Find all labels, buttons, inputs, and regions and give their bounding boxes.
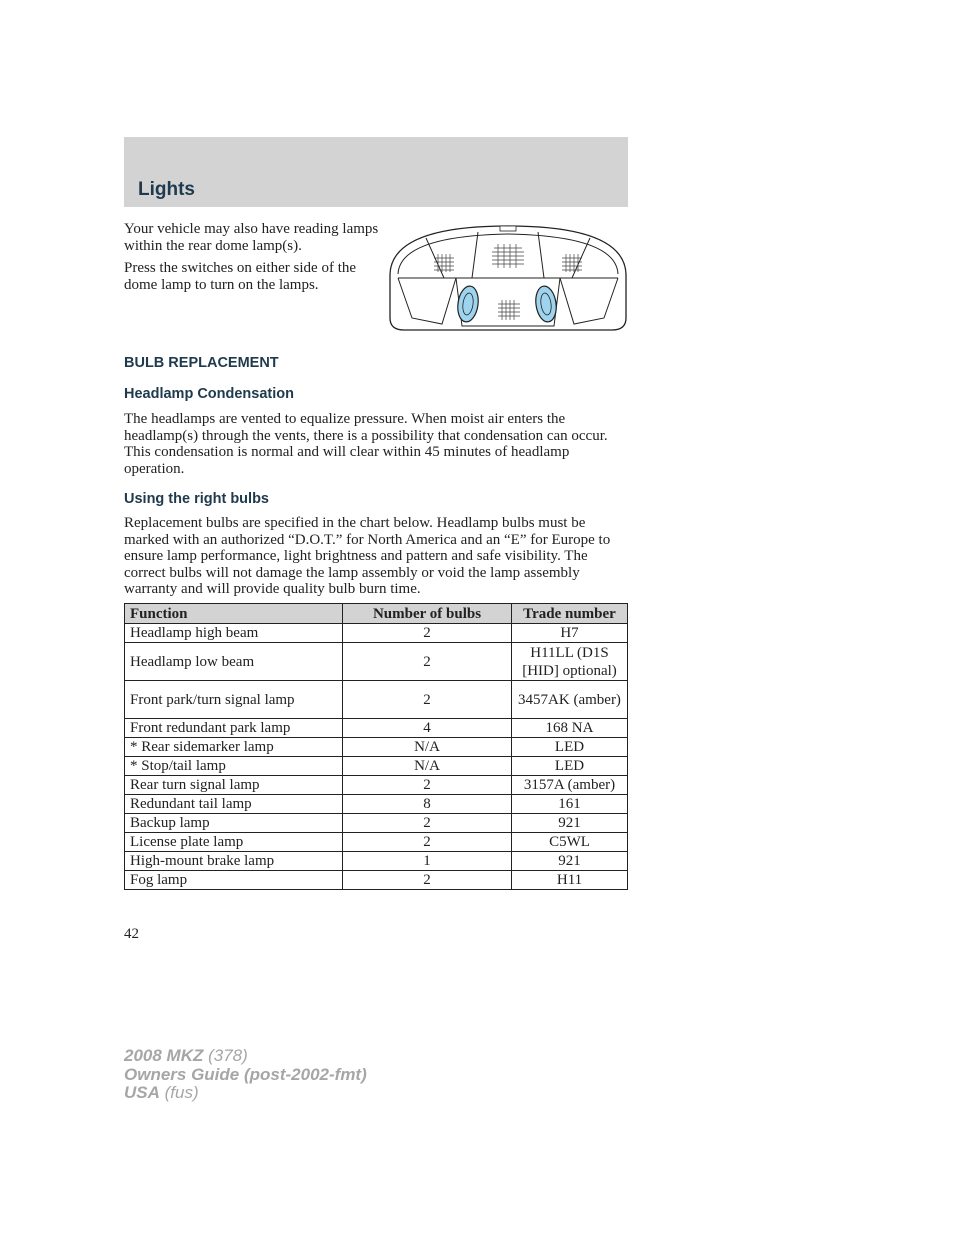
- cell-trade: 921: [512, 814, 628, 833]
- footer-guide: Owners Guide (post-2002-fmt): [124, 1064, 367, 1084]
- cell-number: 2: [343, 643, 512, 681]
- cell-number: 2: [343, 833, 512, 852]
- cell-function: Front redundant park lamp: [125, 719, 343, 738]
- cell-number: 2: [343, 776, 512, 795]
- cell-trade: 3457AK (amber): [512, 681, 628, 719]
- footer-line-1: [124, 1047, 367, 1066]
- cell-number: 2: [343, 814, 512, 833]
- cell-number: 2: [343, 871, 512, 890]
- bulb-table: [124, 603, 628, 890]
- footer-line-3: [124, 1084, 367, 1103]
- cell-function: * Stop/tail lamp: [125, 757, 343, 776]
- table-row: [125, 871, 628, 890]
- cell-trade: 168 NA: [512, 719, 628, 738]
- cell-number: 2: [343, 624, 512, 643]
- cell-trade: H11: [512, 871, 628, 890]
- footer-model: 2008 MKZ: [124, 1046, 204, 1065]
- cell-number: 4: [343, 719, 512, 738]
- cell-trade: 3157A (amber): [512, 776, 628, 795]
- cell-function: Redundant tail lamp: [125, 795, 343, 814]
- intro-paragraph-2: Press the switches on either side of the dome lamp to turn on the lamps.: [124, 260, 357, 293]
- cell-number: N/A: [343, 757, 512, 776]
- table-row: [125, 624, 628, 643]
- cell-trade: LED: [512, 757, 628, 776]
- document-footer: [124, 1047, 367, 1103]
- table-row: [125, 795, 628, 814]
- heading-headlamp-condensation: Headlamp Condensation: [124, 386, 294, 402]
- dome-lamp-icon: [386, 222, 630, 334]
- table-row: [125, 643, 628, 681]
- footer-model-code: (378): [208, 1046, 248, 1065]
- section-title: Lights: [138, 179, 195, 200]
- cell-function: Front park/turn signal lamp: [125, 681, 343, 719]
- cell-number: 2: [343, 681, 512, 719]
- table-row: [125, 833, 628, 852]
- cell-function: Fog lamp: [125, 871, 343, 890]
- table-row: [125, 852, 628, 871]
- table-row: [125, 681, 628, 719]
- cell-trade: 921: [512, 852, 628, 871]
- cell-trade: H11LL (D1S [HID] optional): [512, 643, 628, 681]
- col-header-function: Function: [125, 604, 343, 624]
- footer-line-2: [124, 1066, 367, 1085]
- cell-number: N/A: [343, 738, 512, 757]
- headlamp-condensation-body: The headlamps are vented to equalize pressure. When moist air enters the headlamp(s) through the vents, there is a possibility that condensation can occur. This condensation is normal and will clear within 45 minutes of headlamp operation.: [124, 411, 608, 477]
- cell-number: 8: [343, 795, 512, 814]
- cell-function: * Rear sidemarker lamp: [125, 738, 343, 757]
- cell-function: Rear turn signal lamp: [125, 776, 343, 795]
- footer-market-code: (fus): [164, 1083, 199, 1102]
- page-number: 42: [124, 926, 139, 942]
- table-row: [125, 719, 628, 738]
- table-row: [125, 738, 628, 757]
- col-header-number: Number of bulbs: [343, 604, 512, 624]
- intro-paragraph-1: Your vehicle may also have reading lamps within the rear dome lamp(s).: [124, 221, 379, 254]
- cell-function: High-mount brake lamp: [125, 852, 343, 871]
- cell-trade: C5WL: [512, 833, 628, 852]
- cell-trade: 161: [512, 795, 628, 814]
- cell-function: Headlamp low beam: [125, 643, 343, 681]
- heading-right-bulbs: Using the right bulbs: [124, 491, 269, 507]
- section-header-band: [124, 137, 628, 207]
- cell-number: 1: [343, 852, 512, 871]
- heading-bulb-replacement: BULB REPLACEMENT: [124, 355, 279, 371]
- footer-market: USA: [124, 1083, 160, 1102]
- table-row: [125, 776, 628, 795]
- cell-trade: H7: [512, 624, 628, 643]
- cell-function: Backup lamp: [125, 814, 343, 833]
- col-header-trade: Trade number: [512, 604, 628, 624]
- cell-trade: LED: [512, 738, 628, 757]
- right-bulbs-body: Replacement bulbs are specified in the chart below. Headlamp bulbs must be marked with an authorized “D.O.T.” for North America and an “E” for Europe to ensure lamp performance, light brightness and pattern and safe visibility. The correct bulbs will not damage the lamp assembly or void the lamp assembly warranty and will provide quality bulb burn time.: [124, 515, 611, 597]
- table-row: [125, 757, 628, 776]
- cell-function: Headlamp high beam: [125, 624, 343, 643]
- table-header-row: [125, 604, 628, 624]
- table-row: [125, 814, 628, 833]
- cell-function: License plate lamp: [125, 833, 343, 852]
